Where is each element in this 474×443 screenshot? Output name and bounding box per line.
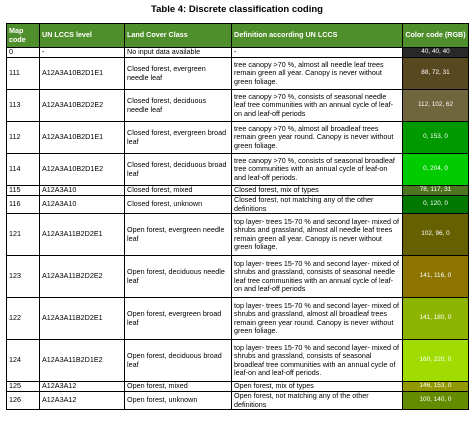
color-swatch-cell: 112, 102, 62 bbox=[403, 90, 469, 122]
header-map-code: Map code bbox=[7, 24, 40, 48]
header-lccs-level: UN LCCS level bbox=[40, 24, 125, 48]
table-row bbox=[7, 186, 469, 196]
cell-land-cover-class: Closed forest, mixed bbox=[125, 186, 232, 196]
cell-definition: top layer- trees 15-70 % and second layer- mixed of shrubs and grassland, almost all needle leaf trees remain green all year. Canopy is never without green foliage. bbox=[232, 214, 403, 256]
cell-lccs-level: A12A3A10 bbox=[40, 186, 125, 196]
cell-definition: Closed forest, not matching any of the other definitions bbox=[232, 196, 403, 214]
cell-lccs-level: A12A3A11B2D2E1 bbox=[40, 214, 125, 256]
cell-lccs-level: A12A3A10B2D1E2 bbox=[40, 154, 125, 186]
cell-land-cover-class: Closed forest, evergreen needle leaf bbox=[125, 58, 232, 90]
cell-lccs-level: A12A3A10B2D1E1 bbox=[40, 122, 125, 154]
cell-map-code: 115 bbox=[7, 186, 40, 196]
cell-definition: - bbox=[232, 48, 403, 58]
color-swatch-cell: 40, 40, 40 bbox=[403, 48, 469, 58]
table-row bbox=[7, 90, 469, 122]
cell-map-code: 114 bbox=[7, 154, 40, 186]
cell-land-cover-class: Closed forest, evergreen broad leaf bbox=[125, 122, 232, 154]
table-row bbox=[7, 122, 469, 154]
cell-definition: tree canopy >70 %, consists of seasonal needle leaf tree communities with an annual cycle of leaf-on and leaf-off periods bbox=[232, 90, 403, 122]
cell-map-code: 126 bbox=[7, 392, 40, 410]
cell-map-code: 113 bbox=[7, 90, 40, 122]
color-swatch-cell: 0, 204, 0 bbox=[403, 154, 469, 186]
cell-lccs-level: A12A3A10 bbox=[40, 196, 125, 214]
cell-land-cover-class: No input data available bbox=[125, 48, 232, 58]
color-swatch-cell: 0, 153, 0 bbox=[403, 122, 469, 154]
cell-lccs-level: A12A3A10B2D1E1 bbox=[40, 58, 125, 90]
table-row bbox=[7, 58, 469, 90]
cell-map-code: 123 bbox=[7, 256, 40, 298]
header-row bbox=[7, 24, 469, 48]
cell-definition: top layer- trees 15-70 % and second layer- mixed of shrubs and grassland, consists of seasonal needle leaf tree communities with an annual cycle of leaf-on and leaf-off periods bbox=[232, 256, 403, 298]
table-row bbox=[7, 340, 469, 382]
cell-definition: Closed forest, mix of types bbox=[232, 186, 403, 196]
cell-land-cover-class: Open forest, unknown bbox=[125, 392, 232, 410]
header-land-cover-class: Land Cover Class bbox=[125, 24, 232, 48]
cell-lccs-level: A12A3A11B2D2E1 bbox=[40, 298, 125, 340]
color-swatch-cell: 160, 220, 0 bbox=[403, 340, 469, 382]
cell-land-cover-class: Open forest, deciduous broad leaf bbox=[125, 340, 232, 382]
header-color-code: Color code (RGB) bbox=[403, 24, 469, 48]
cell-definition: tree canopy >70 %, consists of seasonal broadleaf tree communities with an annual cycle of leaf-on and leaf-off periods. bbox=[232, 154, 403, 186]
cell-map-code: 116 bbox=[7, 196, 40, 214]
cell-definition: top layer- trees 15-70 % and second layer- mixed of shrubs and grassland, almost all broadleaf trees remain green year round. Canopy is never without green foliage. bbox=[232, 298, 403, 340]
classification-table bbox=[6, 23, 469, 410]
table-row bbox=[7, 298, 469, 340]
cell-definition: Open forest, not matching any of the other definitions bbox=[232, 392, 403, 410]
cell-land-cover-class: Open forest, evergreen broad leaf bbox=[125, 298, 232, 340]
cell-definition: top layer- trees 15-70 % and second layer- mixed of shrubs and grassland, consists of seasonal broadleaf tree communities with an annual cycle of leaf-on and leaf-off periods. bbox=[232, 340, 403, 382]
color-swatch-cell: 146, 153, 0 bbox=[403, 382, 469, 392]
cell-lccs-level: A12A3A11B2D2E2 bbox=[40, 256, 125, 298]
cell-land-cover-class: Closed forest, deciduous broad leaf bbox=[125, 154, 232, 186]
cell-lccs-level: - bbox=[40, 48, 125, 58]
color-swatch-cell: 88, 72, 31 bbox=[403, 58, 469, 90]
table-row bbox=[7, 196, 469, 214]
table-row bbox=[7, 214, 469, 256]
cell-lccs-level: A12A3A12 bbox=[40, 382, 125, 392]
cell-land-cover-class: Open forest, deciduous needle leaf bbox=[125, 256, 232, 298]
cell-map-code: 124 bbox=[7, 340, 40, 382]
cell-definition: tree canopy >70 %, almost all broadleaf trees remain green year round. Canopy is never without green foliage. bbox=[232, 122, 403, 154]
header-definition: Definition according UN LCCS bbox=[232, 24, 403, 48]
color-swatch-cell: 102, 96, 0 bbox=[403, 214, 469, 256]
cell-land-cover-class: Open forest, mixed bbox=[125, 382, 232, 392]
cell-map-code: 111 bbox=[7, 58, 40, 90]
table-row bbox=[7, 154, 469, 186]
cell-land-cover-class: Closed forest, unknown bbox=[125, 196, 232, 214]
cell-definition: Open forest, mix of types bbox=[232, 382, 403, 392]
color-swatch-cell: 141, 116, 0 bbox=[403, 256, 469, 298]
cell-map-code: 121 bbox=[7, 214, 40, 256]
table-row bbox=[7, 256, 469, 298]
table-row bbox=[7, 48, 469, 58]
color-swatch-cell: 78, 117, 31 bbox=[403, 186, 469, 196]
table-caption: Table 4: Discrete classification coding bbox=[151, 4, 323, 15]
cell-lccs-level: A12A3A10B2D2E2 bbox=[40, 90, 125, 122]
color-swatch-cell: 0, 120, 0 bbox=[403, 196, 469, 214]
cell-lccs-level: A12A3A12 bbox=[40, 392, 125, 410]
cell-land-cover-class: Open forest, evergreen needle leaf bbox=[125, 214, 232, 256]
cell-lccs-level: A12A3A11B2D1E2 bbox=[40, 340, 125, 382]
table-row bbox=[7, 392, 469, 410]
cell-map-code: 112 bbox=[7, 122, 40, 154]
cell-map-code: 0 bbox=[7, 48, 40, 58]
cell-map-code: 122 bbox=[7, 298, 40, 340]
cell-definition: tree canopy >70 %, almost all needle leaf trees remain green all year. Canopy is never without green foliage. bbox=[232, 58, 403, 90]
cell-land-cover-class: Closed forest, deciduous needle leaf bbox=[125, 90, 232, 122]
cell-map-code: 125 bbox=[7, 382, 40, 392]
color-swatch-cell: 141, 180, 0 bbox=[403, 298, 469, 340]
color-swatch-cell: 100, 140, 0 bbox=[403, 392, 469, 410]
table-row bbox=[7, 382, 469, 392]
